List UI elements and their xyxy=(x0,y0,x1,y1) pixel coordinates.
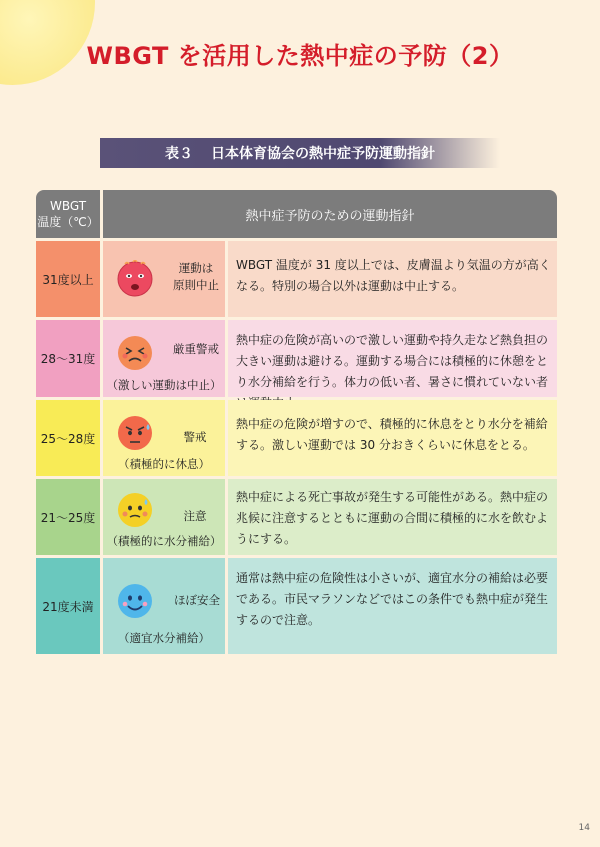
temp-cell: 31度以上 xyxy=(36,241,100,317)
level-cell xyxy=(103,558,225,654)
level-label xyxy=(169,260,223,294)
level-label xyxy=(175,508,215,525)
temp-cell: 21度未満 xyxy=(36,558,100,654)
header-guideline: 熱中症予防のための運動指針 xyxy=(103,190,557,238)
table-row xyxy=(36,320,557,397)
header-wbgt xyxy=(36,190,100,238)
level-label-line1: ほぼ安全 xyxy=(174,593,220,607)
description-cell: 通常は熱中症の危険性は小さいが、適宜水分の補給は必要である。市民マラソンなどではこの条件でも熱中症が発生するので注意。 xyxy=(228,558,557,654)
mild-sweat-face-icon xyxy=(116,491,154,529)
description-cell: WBGT 温度が 31 度以上では、皮膚温より気温の方が高くなる。特別の場合以外は運動は中止する。 xyxy=(228,241,557,317)
table-header xyxy=(36,190,557,238)
level-label-line2: 原則中止 xyxy=(173,278,219,292)
guideline-table xyxy=(36,190,557,657)
temp-cell: 21〜25度 xyxy=(36,479,100,555)
level-note: （激しい運動は中止） xyxy=(106,378,222,392)
temp-cell: 28〜31度 xyxy=(36,320,100,397)
level-cell xyxy=(103,241,225,317)
level-label-line1: 警戒 xyxy=(183,430,207,444)
level-note: （適宜水分補給） xyxy=(118,631,210,645)
dizzy-face-icon xyxy=(116,334,154,372)
level-label xyxy=(169,592,225,609)
level-note: （積極的に休息） xyxy=(118,457,210,471)
page-title: WBGT を活用した熱中症の予防（2） xyxy=(86,42,514,70)
hot-face-icon xyxy=(116,260,154,298)
sweating-face-icon xyxy=(116,414,154,452)
description-cell: 熱中症の危険が高いので激しい運動や持久走など熱負担の大きい運動は避ける。運動する場合には積極的に休憩をとり水分補給を行う。体力の低い者、暑さに慣れていない者 xyxy=(228,320,557,397)
level-label xyxy=(175,429,215,446)
level-cell xyxy=(103,400,225,476)
table-row xyxy=(36,400,557,476)
level-cell xyxy=(103,479,225,555)
smiling-face-icon xyxy=(116,582,154,620)
header-wbgt-line2: 温度（℃） xyxy=(37,215,99,229)
description-cell: 熱中症による死亡事故が発生する可能性がある。熱中症の兆候に注意するとともに運動の合間に積極的に水を飲むようにする。 xyxy=(228,479,557,555)
level-note: （積極的に水分補給） xyxy=(106,534,222,548)
table-caption xyxy=(100,138,500,168)
page-number: 14 xyxy=(578,823,590,833)
temp-cell: 25〜28度 xyxy=(36,400,100,476)
header-wbgt-line1: WBGT xyxy=(49,199,87,213)
level-cell xyxy=(103,320,225,397)
description-cell: 熱中症の危険が増すので、積極的に休息をとり水分を補給する。激しい運動では 30 分おきくらいに休息をとる。 xyxy=(228,400,557,476)
table-number: 表３ xyxy=(165,146,193,162)
level-label-line1: 運動は xyxy=(178,261,214,275)
level-label xyxy=(169,341,223,358)
table-row xyxy=(36,558,557,654)
table-row xyxy=(36,241,557,317)
table-row xyxy=(36,479,557,555)
table-name: 日本体育協会の熱中症予防運動指針 xyxy=(211,146,435,162)
level-label-line1: 注意 xyxy=(183,509,207,523)
level-label-line1: 厳重警戒 xyxy=(173,342,219,356)
